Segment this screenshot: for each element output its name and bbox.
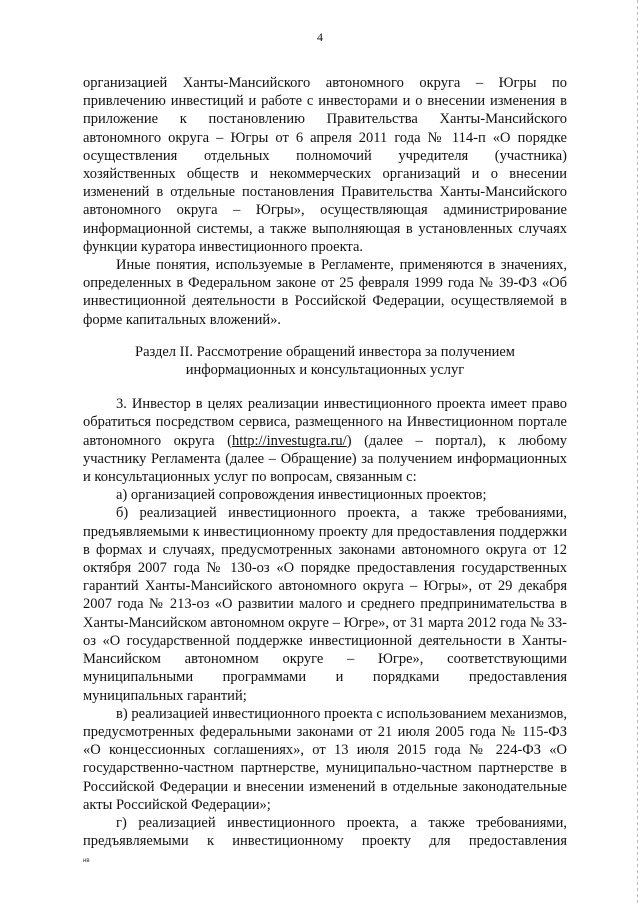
list-item-a: а) организацией сопровождения инвестиционных проектов; (116, 487, 487, 504)
page-number: 4 (317, 30, 323, 44)
corner-mark: нв (83, 858, 90, 864)
list-item-v: в) реализацией инвестиционного проекта с использованием механизмов, предусмотренных федеральными законами от 21 июля 2005 года № 115-ФЗ «О концессионных соглашениях», от 13 июля 2015 года № 224-ФЗ «О государственно-частном партнерстве, муниципально-частном партнерстве в Российской Федерации и внесении изменений в отдельные законодательные акты Российской Федерации»; (83, 705, 567, 813)
item-3-text-end: ) (далее – портал), к любому участнику Регламента (далее – Обращение) за получением информационных и консультационных услуг по вопросам, связанным с: (83, 432, 567, 486)
document-body (83, 74, 567, 850)
section-title-line1: Раздел II. Рассмотрение обращений инвестора за получением (135, 343, 515, 360)
portal-link[interactable]: http://investugra.ru/ (231, 432, 347, 449)
section-title (83, 343, 567, 379)
paragraph-other-terms: Иные понятия, используемые в Регламенте, применяются в значениях, определенных в Федеральном законе от 25 февраля 1999 года № 39-ФЗ «Об инвестиционной деятельности в Российской Федерации, осуществляемой в форме капитальных вложений». (83, 257, 567, 328)
paragraph-item-3 (83, 395, 567, 486)
page-edge (637, 0, 638, 905)
section-title-line2: информационных и консультационных услуг (185, 362, 465, 379)
item-3-text-start: 3. Инвестор в целях реализации инвестиционного проекта имеет право обратиться посредством сервиса, размещенного на Инвестиционном портале автономного округа ( (83, 396, 567, 449)
paragraph-continuation: организацией Ханты-Мансийского автономного округа – Югры по привлечению инвестиций и работе с инвесторами и о внесении изменения в приложение к постановлению Правительства Ханты-Мансийского автономного округа – Югры от 6 апреля 2011 года № 114-п «О порядке осуществления отдельных полномочий учредителя (участника) хозяйственных обществ и некоммерческих организаций и о внесении изменений в отдельные постановления Правительства Ханты-Мансийского автономного округа – Югры», осуществляющая администрирование информационной системы, а также выполняющая в установленных случаях функции куратора инвестиционного проекта. (83, 75, 567, 255)
list-item-g: г) реализацией инвестиционного проекта, а также требованиями, предъявляемыми к инвестиционному проекту для предоставления (83, 814, 567, 850)
list-item-b: б) реализацией инвестиционного проекта, а также требованиями, предъявляемыми к инвестиционному проекту для предоставления поддержки в формах и случаях, предусмотренных законами автономного округа от 12 октября 2007 года № 130-оз «О порядке предоставления государственных гарантий Ханты-Мансийского автономного округа – Югры», от 29 декабря 2007 года № 213-оз «О развитии малого и среднего предпринимательства в Ханты-Мансийском автономном округе – Югре», от 31 марта 2012 года № 33-оз «О государственной поддержке инвестиционной деятельности в Ханты-Мансийском автономном округе – Югре», соответствующими муниципальными программами и порядками предоставления муниципальных гарантий; (83, 505, 567, 704)
